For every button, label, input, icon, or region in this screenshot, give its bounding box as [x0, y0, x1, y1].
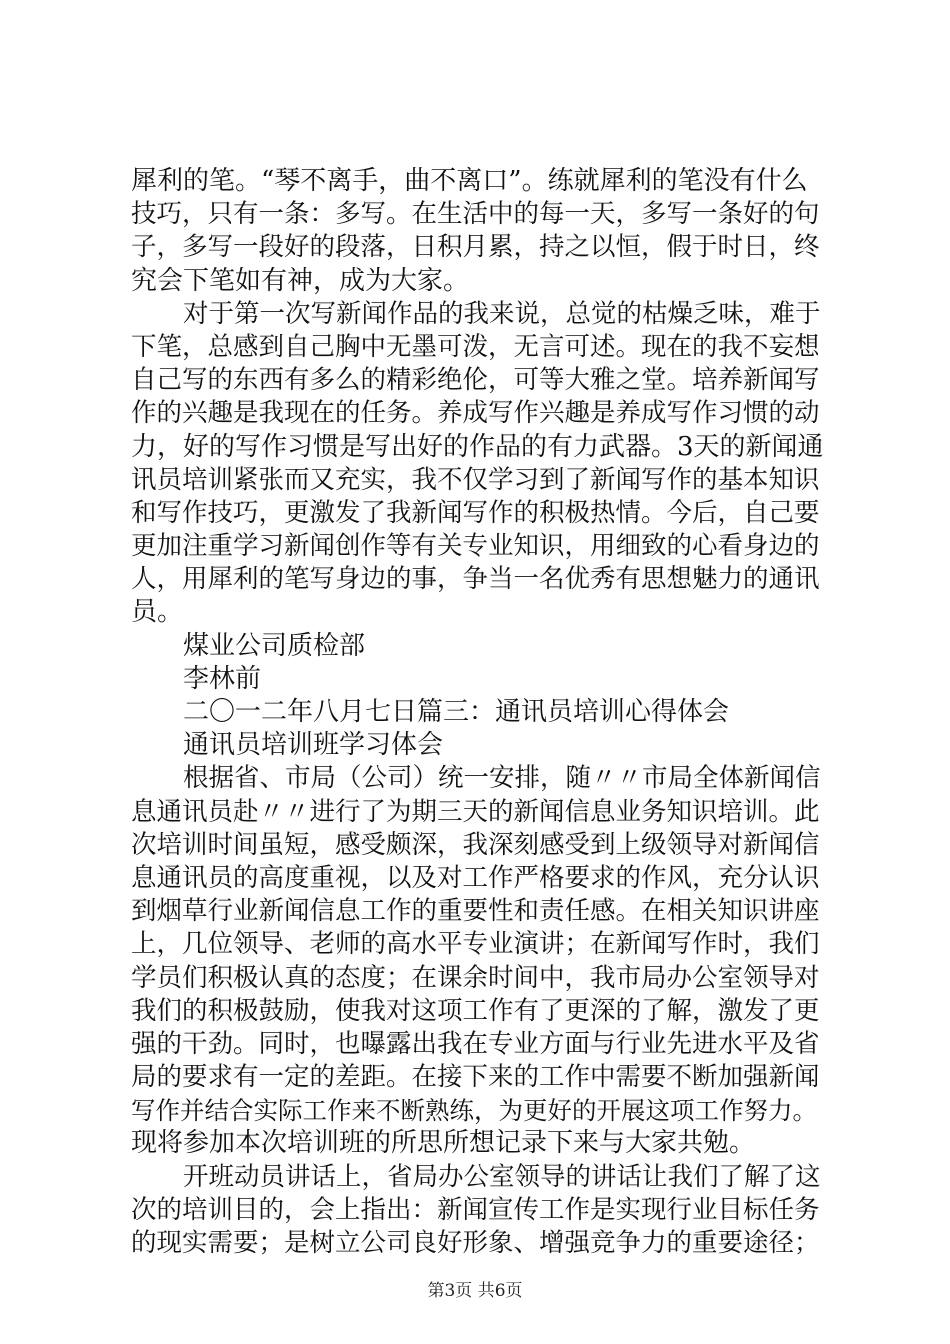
page-footer: 第3页 共6页	[427, 1281, 523, 1301]
text-line: 现将参加本次培训班的所思所想记录下来与大家共勉。	[131, 1128, 756, 1159]
text-line: 讯员培训紧张而又充实，我不仅学习到了新闻写作的基本知识	[131, 464, 820, 495]
text-line: 犀利的笔。“琴不离手，曲不离口”。练就犀利的笔没有什么	[131, 166, 808, 196]
text-line: 人，用犀利的笔写身边的事，争当一名优秀有思想魅力的通讯	[131, 564, 820, 595]
text-line: 李林前	[183, 663, 262, 694]
text-line: 开班动员讲话上，省局办公室领导的讲话让我们了解了这	[183, 1161, 821, 1192]
text-line: 我们的积极鼓励，使我对这项工作有了更深的了解，激发了更	[131, 995, 820, 1026]
text-line: 煤业公司质检部	[183, 630, 366, 661]
text-line: 对于第一次写新闻作品的我来说，总觉的枯燥乏味，难于	[183, 298, 821, 329]
text-line: 到烟草行业新闻信息工作的重要性和责任感。在相关知识讲座	[131, 896, 820, 927]
text-line: 更加注重学习新闻创作等有关专业知识，用细致的心看身边的	[131, 531, 820, 562]
text-line: 和写作技巧，更激发了我新闻写作的积极热情。今后，自己要	[131, 497, 820, 528]
text-line: 学员们积极认真的态度；在课余时间中，我市局办公室领导对	[131, 962, 820, 993]
text-line: 子，多写一段好的段落，日积月累，持之以恒，假于时日，终	[131, 232, 820, 263]
text-line: 自己写的东西有多么的精彩绝伦，可等大雅之堂。培养新闻写	[131, 365, 820, 396]
text-line: 下笔，总感到自己胸中无墨可泼，无言可述。现在的我不妄想	[131, 331, 820, 362]
document-body	[131, 165, 827, 1260]
text-line: 技巧，只有一条：多写。在生活中的每一天，多写一条好的句	[131, 199, 820, 230]
text-line: 根据省、市局（公司）统一安排，随〃〃市局全体新闻信	[183, 763, 821, 794]
text-line: 强的干劲。同时，也曝露出我在专业方面与行业先进水平及省	[131, 1028, 820, 1059]
text-line: 局的要求有一定的差距。在接下来的工作中需要不断加强新闻	[131, 1062, 820, 1093]
text-line: 次培训时间虽短，感受颇深，我深刻感受到上级领导对新闻信	[131, 829, 820, 860]
text-line: 二〇一二年八月七日篇三：通讯员培训心得体会	[183, 697, 730, 727]
text-line: 通讯员培训班学习体会	[183, 730, 444, 761]
text-line: 力，好的写作习惯是写出好的作品的有力武器。3天的新闻通	[131, 431, 824, 462]
text-line: 究会下笔如有神，成为大家。	[131, 265, 470, 296]
text-line: 员。	[131, 597, 184, 628]
text-line: 写作并结合实际工作来不断熟练，为更好的开展这项工作努力。	[131, 1096, 817, 1126]
text-line: 上，几位领导、老师的高水平专业演讲；在新闻写作时，我们	[131, 929, 820, 960]
text-line: 的现实需要；是树立公司良好形象、增强竞争力的重要途径；	[131, 1228, 820, 1258]
text-line: 作的兴趣是我现在的任务。养成写作兴趣是养成写作习惯的动	[131, 398, 820, 429]
text-line: 息通讯员的高度重视，以及对工作严格要求的作风，充分认识	[131, 862, 820, 893]
text-line: 次的培训目的，会上指出：新闻宣传工作是实现行业目标任务	[131, 1194, 820, 1225]
text-line: 息通讯员赴〃〃进行了为期三天的新闻信息业务知识培训。此	[131, 796, 820, 827]
